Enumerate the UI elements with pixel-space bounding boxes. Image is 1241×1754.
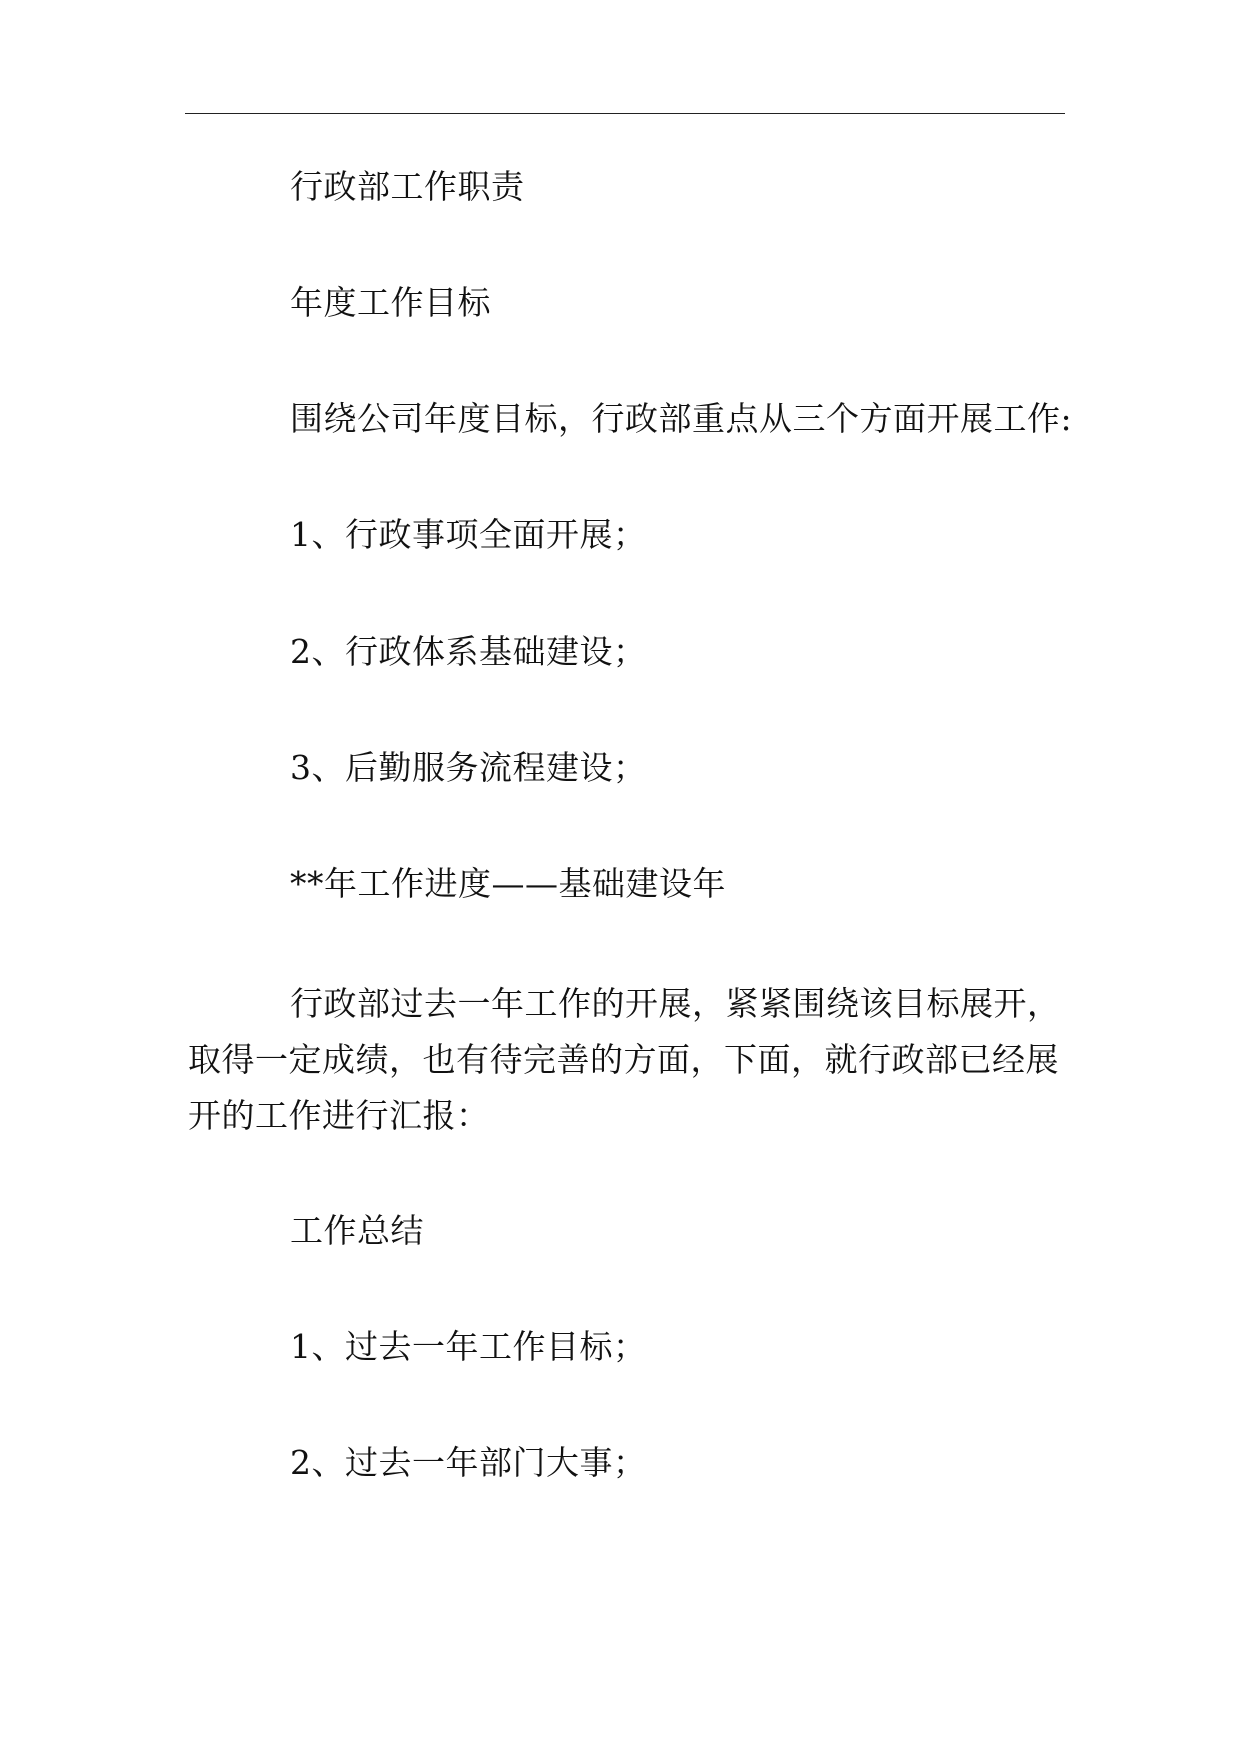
goal-item-2: 2、行政体系基础建设；	[290, 632, 647, 671]
section-title-admin-duties: 行政部工作职责	[290, 167, 525, 206]
goals-intro-text: 围绕公司年度目标，行政部重点从三个方面开展工作:	[290, 399, 1073, 438]
paragraph-line-1: 行政部过去一年工作的开展，紧紧围绕该目标展开，	[290, 984, 1061, 1023]
goal-item-1: 1、行政事项全面开展；	[290, 515, 647, 554]
header-rule	[185, 113, 1065, 114]
progress-heading: **年工作进度——基础建设年	[290, 864, 726, 903]
section-title-work-summary: 工作总结	[290, 1211, 424, 1250]
goal-item-3: 3、后勤服务流程建设；	[290, 748, 647, 787]
summary-item-2: 2、过去一年部门大事；	[290, 1443, 647, 1482]
paragraph-line-2: 取得一定成绩，也有待完善的方面，下面，就行政部已经展	[188, 1040, 1059, 1079]
summary-item-1: 1、过去一年工作目标；	[290, 1327, 647, 1366]
section-title-annual-goals: 年度工作目标	[290, 283, 491, 322]
report-intro-paragraph	[188, 976, 1068, 1144]
paragraph-line-3: 开的工作进行汇报：	[188, 1096, 490, 1135]
